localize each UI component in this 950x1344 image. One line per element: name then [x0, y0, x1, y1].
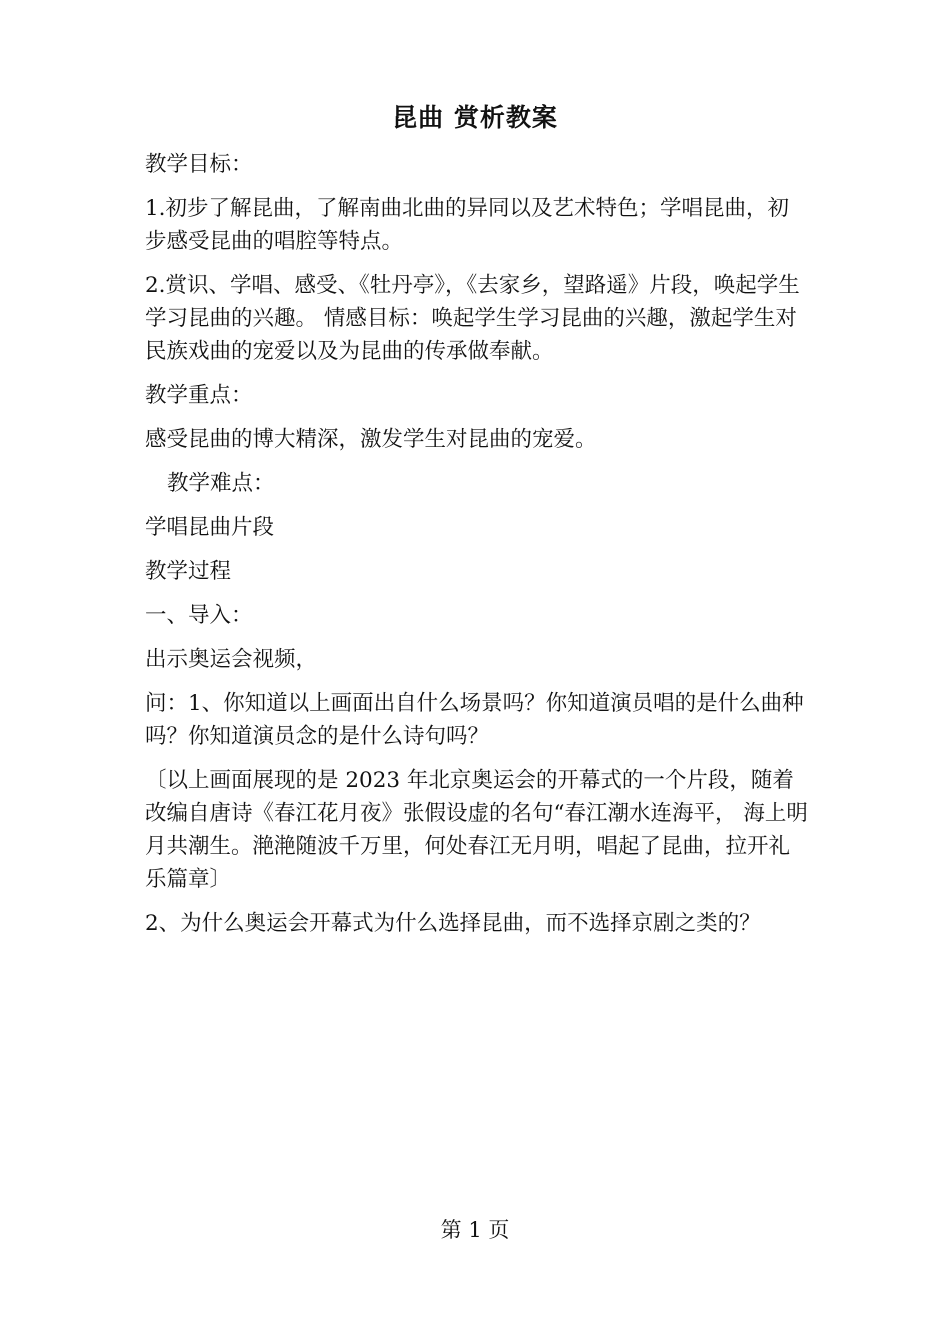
paragraph-question-2: 2、为什么奥运会开幕式为什么选择昆曲，而不选择京剧之类的？	[145, 911, 761, 936]
paragraph-goal-2: 2.赏识、学唱、感受、《牡丹亭》，《去家乡，望路遥》片段，唤起学生学习昆曲的兴趣。 情感目标：唤起学生学习昆曲的兴趣，激起学生对民族戏曲的宠爱以及为昆曲的传承做奉献。	[145, 273, 800, 364]
paragraph-intro-heading: 一、导入：	[145, 603, 253, 628]
page-number: 第 1 页	[440, 1218, 510, 1242]
paragraph-difficulties: 学唱昆曲片段	[145, 515, 275, 540]
paragraph-answer-note: 〔以上画面展现的是 2023 年北京奥运会的开幕式的一个片段，随着改编自唐诗《春江花月夜》张假设虚的名句“春江潮水连海平， 海上明月共潮生。滟滟随波千万里，何处春江无月明，唱起了昆曲，拉开礼乐篇章〕	[145, 768, 808, 892]
paragraph-difficulties-heading: 教学难点：	[167, 471, 275, 496]
paragraph-process-heading: 教学过程	[145, 559, 232, 584]
document-body	[145, 148, 810, 951]
paragraph-key-points-heading: 教学重点：	[145, 383, 253, 408]
document-title: 昆曲 赏析教案	[392, 103, 558, 132]
paragraph-goal-1: 1.初步了解昆曲，了解南曲北曲的异同以及艺术特色；学唱昆曲，初步感受昆曲的唱腔等特点。	[145, 196, 790, 254]
paragraph-key-points: 感受昆曲的博大精深，激发学生对昆曲的宠爱。	[145, 427, 597, 452]
paragraph-teaching-goals-heading: 教学目标：	[145, 152, 253, 177]
paragraph-show-video: 出示奥运会视频，	[145, 647, 318, 672]
paragraph-question-1: 问：1、你知道以上画面出自什么场景吗？你知道演员唱的是什么曲种吗？你知道演员念的是什么诗句吗？	[145, 691, 804, 749]
